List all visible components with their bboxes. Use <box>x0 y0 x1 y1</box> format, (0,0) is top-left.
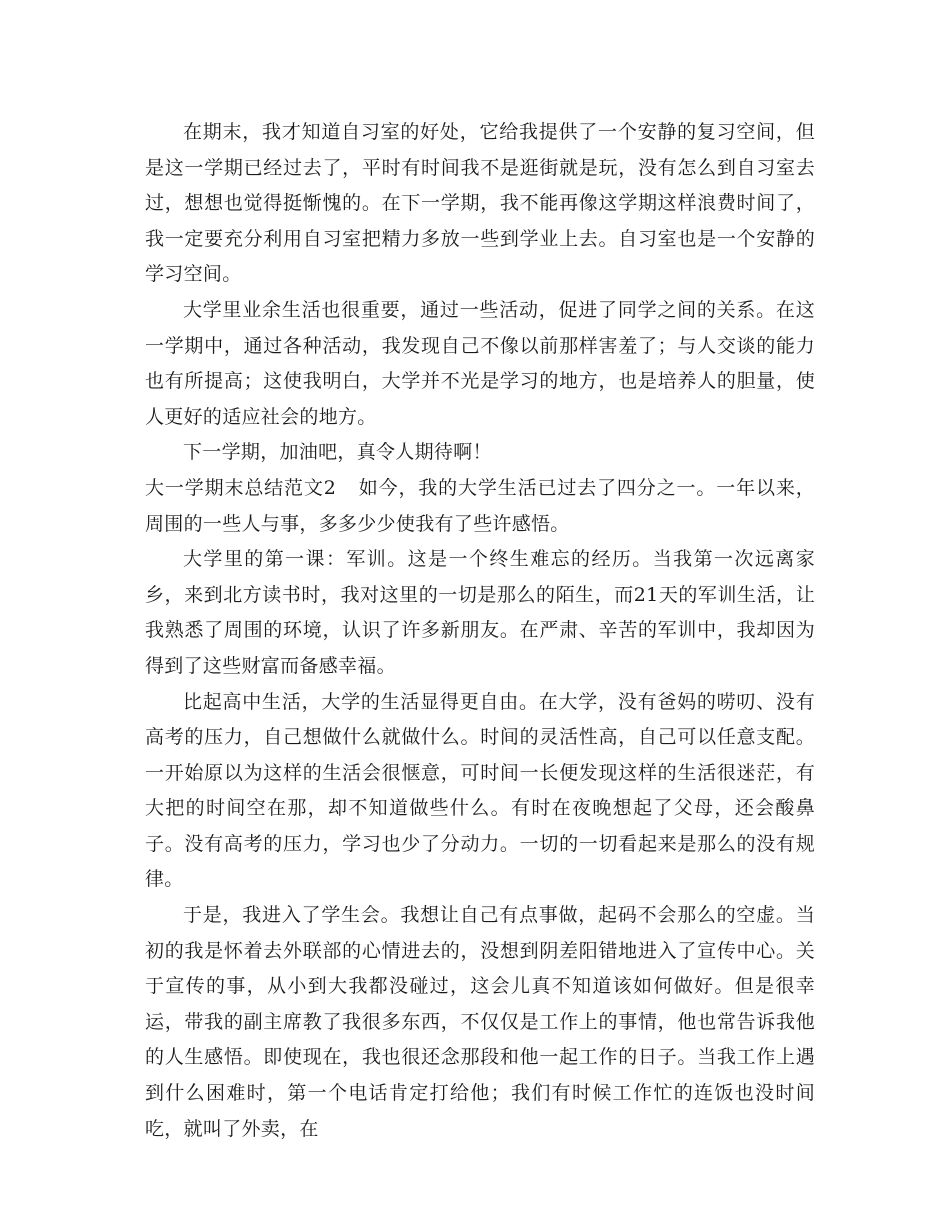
section-title: 大一学期末总结范文2 <box>145 476 337 499</box>
paragraph-next-term: 下一学期，加油吧，真令人期待啊！ <box>183 441 492 464</box>
paragraph-military-training: 大学里的第一课：军训。这是一个终生难忘的经历。当我第一次远离家乡，来到北方读书时，我对这里的一切是那么的陌生，而21天的军训生活，让我熟悉了周围的环境，认识了许多新朋友。在严肃、辛苦的军训中，我却因为得到了这些财富而备感幸福。 <box>145 548 815 677</box>
section-intro: 如今，我的大学生活已过去了四分之一。一年以来，周围的一些人与事，多多少少使我有了些许感悟。 <box>145 476 815 535</box>
document-body <box>145 115 815 1147</box>
paragraph-freedom: 比起高中生活，大学的生活显得更自由。在大学，没有爸妈的唠叨、没有高考的压力，自己想做什么就做什么。时间的灵活性高，自己可以任意支配。一开始原以为这样的生活会很惬意，可时间一长便发现这样的生活很迷茫，有大把的时间空在那，却不知道做些什么。有时在夜晚想起了父母，还会酸鼻子。没有高考的压力，学习也少了分动力。一切的一切看起来是那么的没有规律。 <box>145 690 815 891</box>
paragraph-study-room: 在期末，我才知道自习室的好处，它给我提供了一个安静的复习空间，但是这一学期已经过去了，平时有时间我不是逛街就是玩，没有怎么到自习室去过，想想也觉得挺惭愧的。在下一学期，我不能再像这学期这样浪费时间了，我一定要充分利用自习室把精力多放一些到学业上去。自习室也是一个安静的学习空间。 <box>145 121 815 286</box>
section-heading-line <box>145 471 815 542</box>
paragraph-extracurricular: 大学里业余生活也很重要，通过一些活动，促进了同学之间的关系。在这一学期中，通过各种活动，我发现自己不像以前那样害羞了；与人交谈的能力也有所提高；这使我明白，大学并不光是学习的地方，也是培养人的胆量，使人更好的适应社会的地方。 <box>145 298 815 428</box>
paragraph-student-union: 于是，我进入了学生会。我想让自己有点事做，起码不会那么的空虚。当初的我是怀着去外联部的心情进去的，没想到阴差阳错地进入了宣传中心。关于宣传的事，从小到大我都没碰过，这会儿真不知道该如何做好。但是很幸运，带我的副主席教了我很多东西，不仅仅是工作上的事情，他也常告诉我他的人生感悟。即使现在，我也很还念那段和他一起工作的日子。当我工作上遇到什么困难时，第一个电话肯定打给他；我们有时候工作忙的连饭也没时间吃，就叫了外卖，在 <box>145 904 815 1140</box>
